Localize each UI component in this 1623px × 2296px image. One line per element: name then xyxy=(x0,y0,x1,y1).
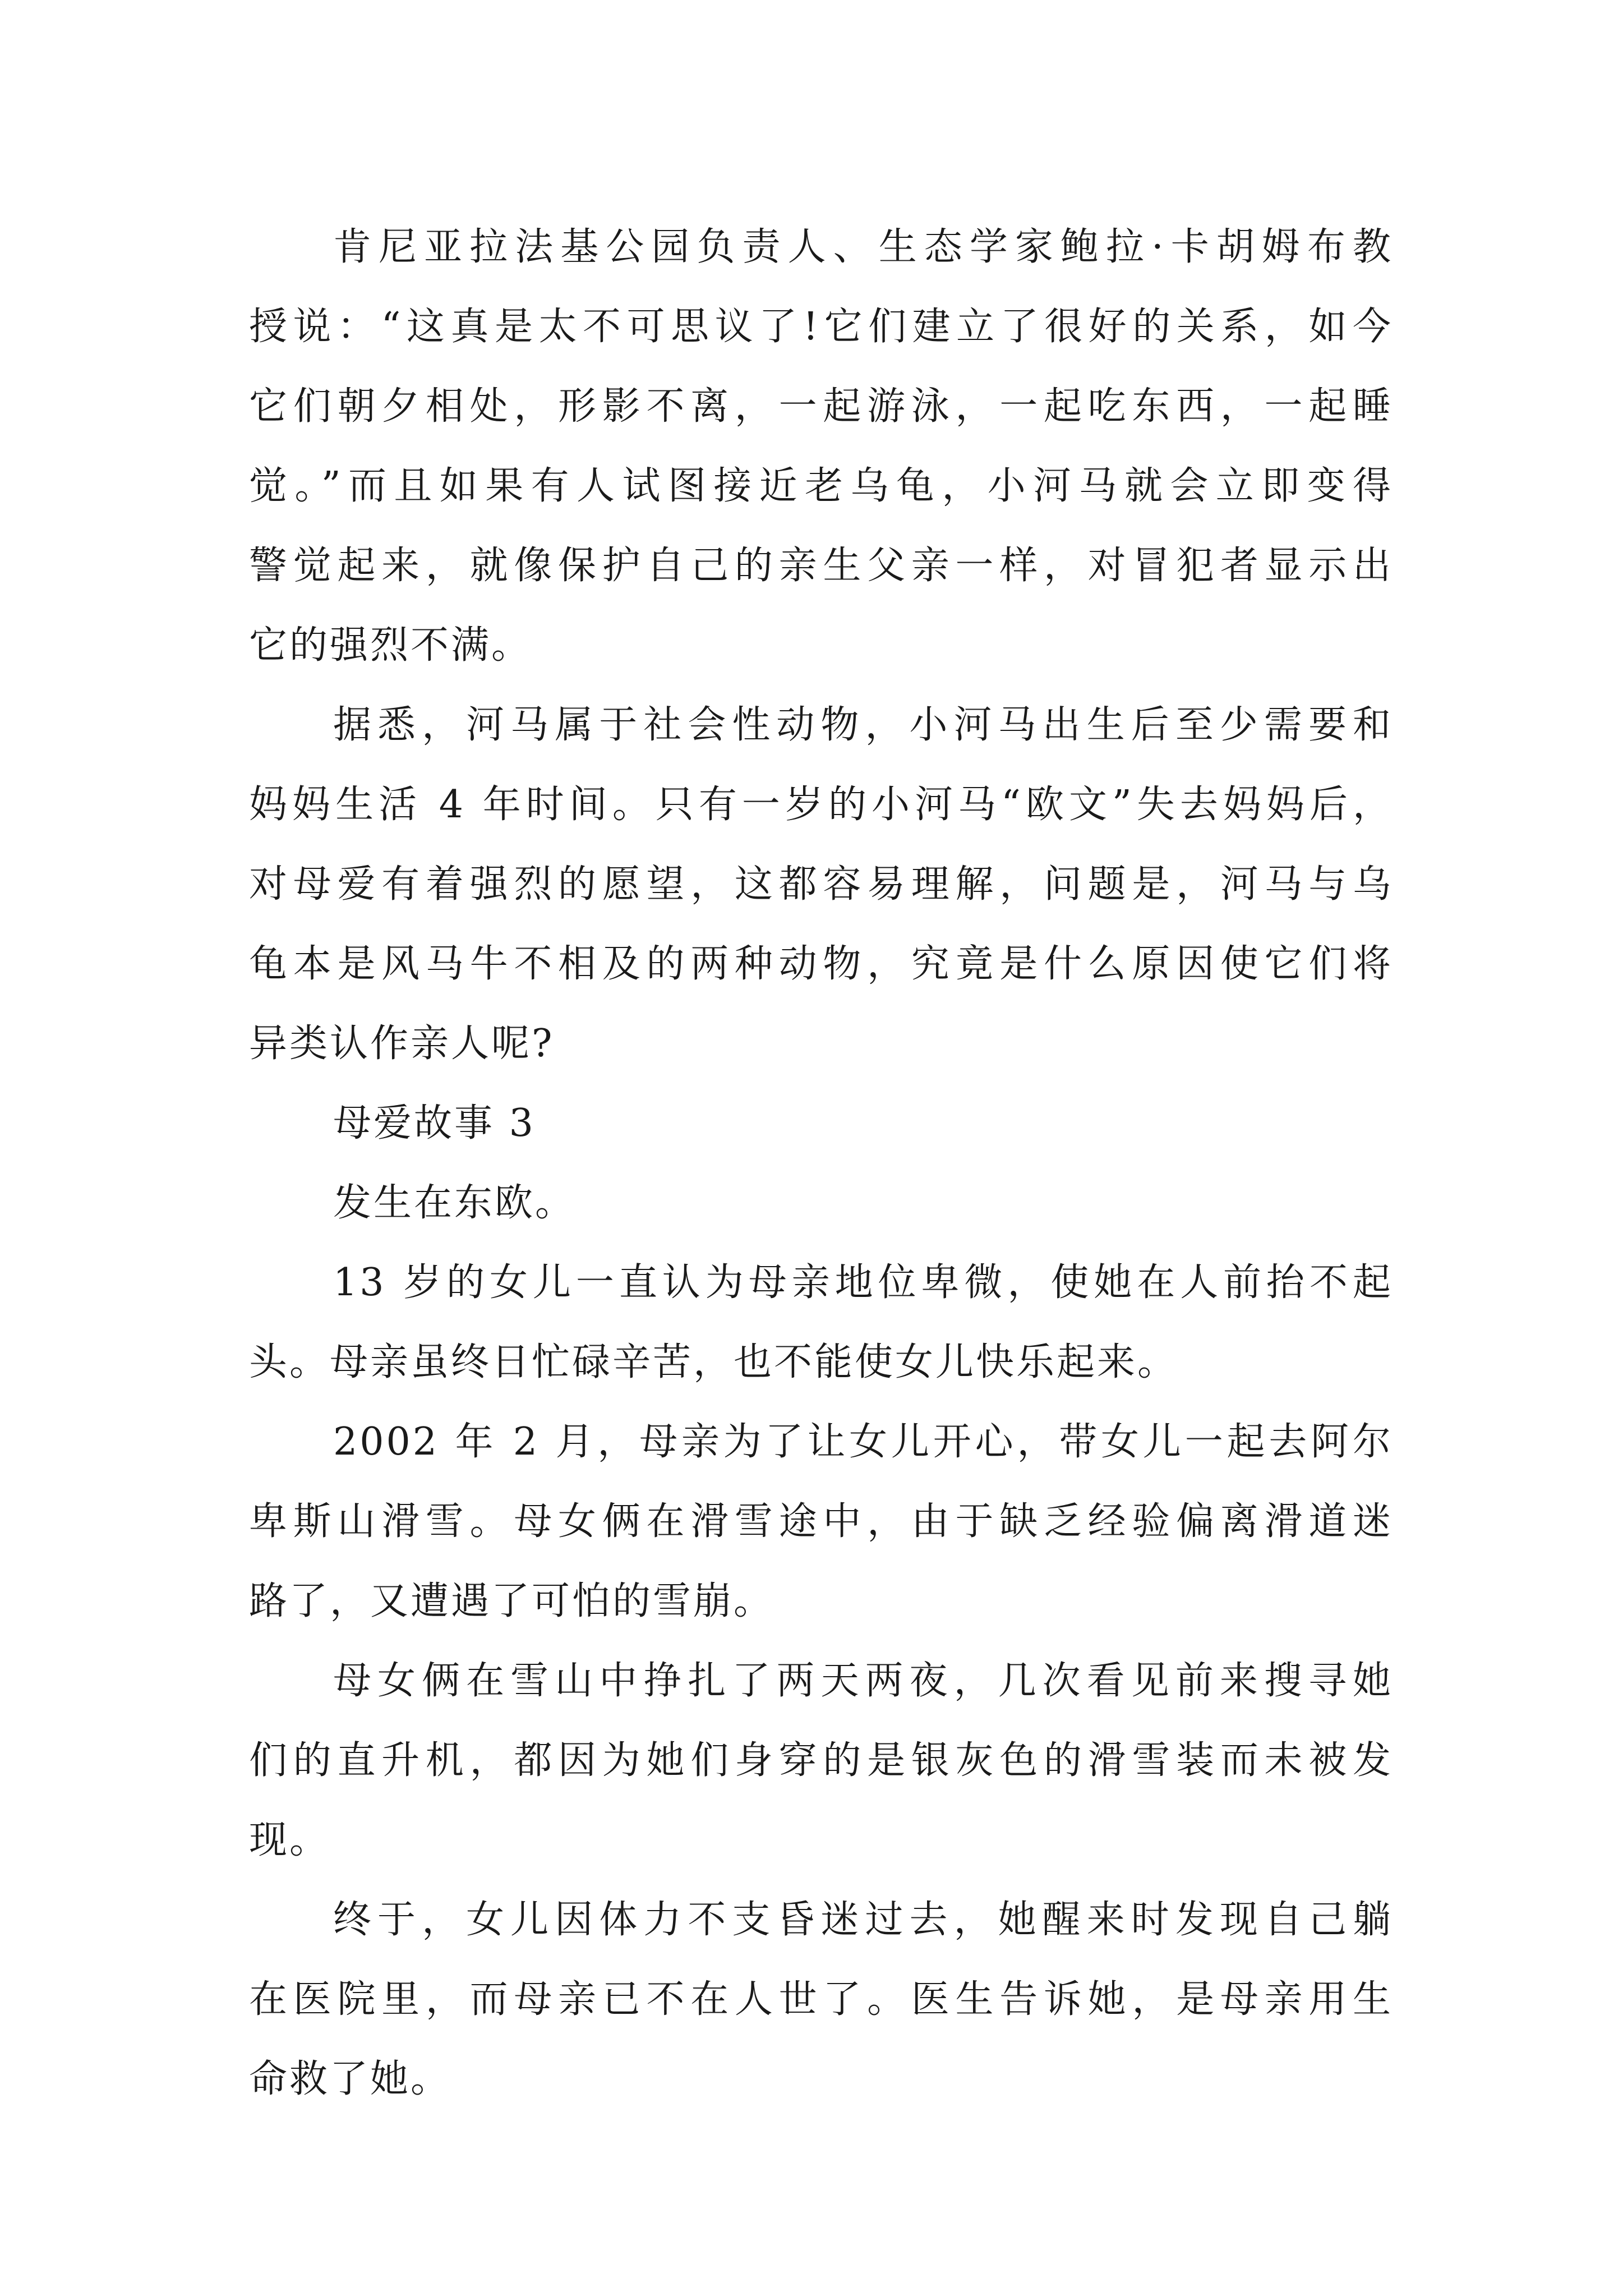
text-line: 对母爱有着强烈的愿望，这都容易理解，问题是，河马与乌 xyxy=(249,862,1393,907)
text-line: 它的强烈不满。 xyxy=(249,623,532,668)
document-body xyxy=(249,208,1393,2119)
text-line: 授说：“这真是太不可思议了!它们建立了很好的关系，如今 xyxy=(249,305,1393,349)
heading-text: 母爱故事 3 xyxy=(333,1101,536,1145)
paragraph xyxy=(249,1641,1393,1880)
paragraph xyxy=(249,1402,1393,1641)
text-line: 异类认作亲人呢? xyxy=(249,1022,555,1066)
text-line: 终于，女儿因体力不支昏迷过去，她醒来时发现自己躺 xyxy=(333,1898,1393,1942)
paragraph xyxy=(249,685,1393,1084)
text-line: 头。母亲虽终日忙碌辛苦，也不能使女儿快乐起来。 xyxy=(249,1340,1178,1384)
paragraph xyxy=(249,1880,1393,2119)
paragraph xyxy=(249,1163,1393,1243)
text-line: 发生在东欧。 xyxy=(333,1181,576,1225)
text-line: 它们朝夕相处，形影不离，一起游泳，一起吃东西，一起睡 xyxy=(249,384,1393,429)
text-line: 肯尼亚拉法基公园负责人、生态学家鲍拉·卡胡姆布教 xyxy=(333,225,1393,269)
text-line: 现。 xyxy=(249,1818,330,1862)
text-line: 母女俩在雪山中挣扎了两天两夜，几次看见前来搜寻她 xyxy=(333,1659,1393,1703)
text-line: 妈妈生活 4 年时间。只有一岁的小河马“欧文”失去妈妈后， xyxy=(249,783,1393,827)
text-line: 龟本是风马牛不相及的两种动物，究竟是什么原因使它们将 xyxy=(249,942,1393,986)
text-line: 2002 年 2 月，母亲为了让女儿开心，带女儿一起去阿尔 xyxy=(333,1420,1393,1464)
text-line: 命救了她。 xyxy=(249,2057,451,2101)
section-heading xyxy=(249,1084,1393,1163)
text-line: 卑斯山滑雪。母女俩在滑雪途中，由于缺乏经验偏离滑道迷 xyxy=(249,1499,1393,1544)
paragraph xyxy=(249,208,1393,685)
text-line: 在医院里，而母亲已不在人世了。医生告诉她，是母亲用生 xyxy=(249,1977,1393,2022)
text-line: 据悉，河马属于社会性动物，小河马出生后至少需要和 xyxy=(333,703,1393,747)
paragraph xyxy=(249,1243,1393,1402)
text-line: 路了，又遭遇了可怕的雪崩。 xyxy=(249,1579,774,1623)
text-line: 们的直升机，都因为她们身穿的是银灰色的滑雪装而未被发 xyxy=(249,1738,1393,1783)
text-line: 13 岁的女儿一直认为母亲地位卑微，使她在人前抬不起 xyxy=(333,1260,1393,1305)
text-line: 觉。”而且如果有人试图接近老乌龟，小河马就会立即变得 xyxy=(249,464,1393,508)
text-line: 警觉起来，就像保护自己的亲生父亲一样，对冒犯者显示出 xyxy=(249,544,1393,588)
